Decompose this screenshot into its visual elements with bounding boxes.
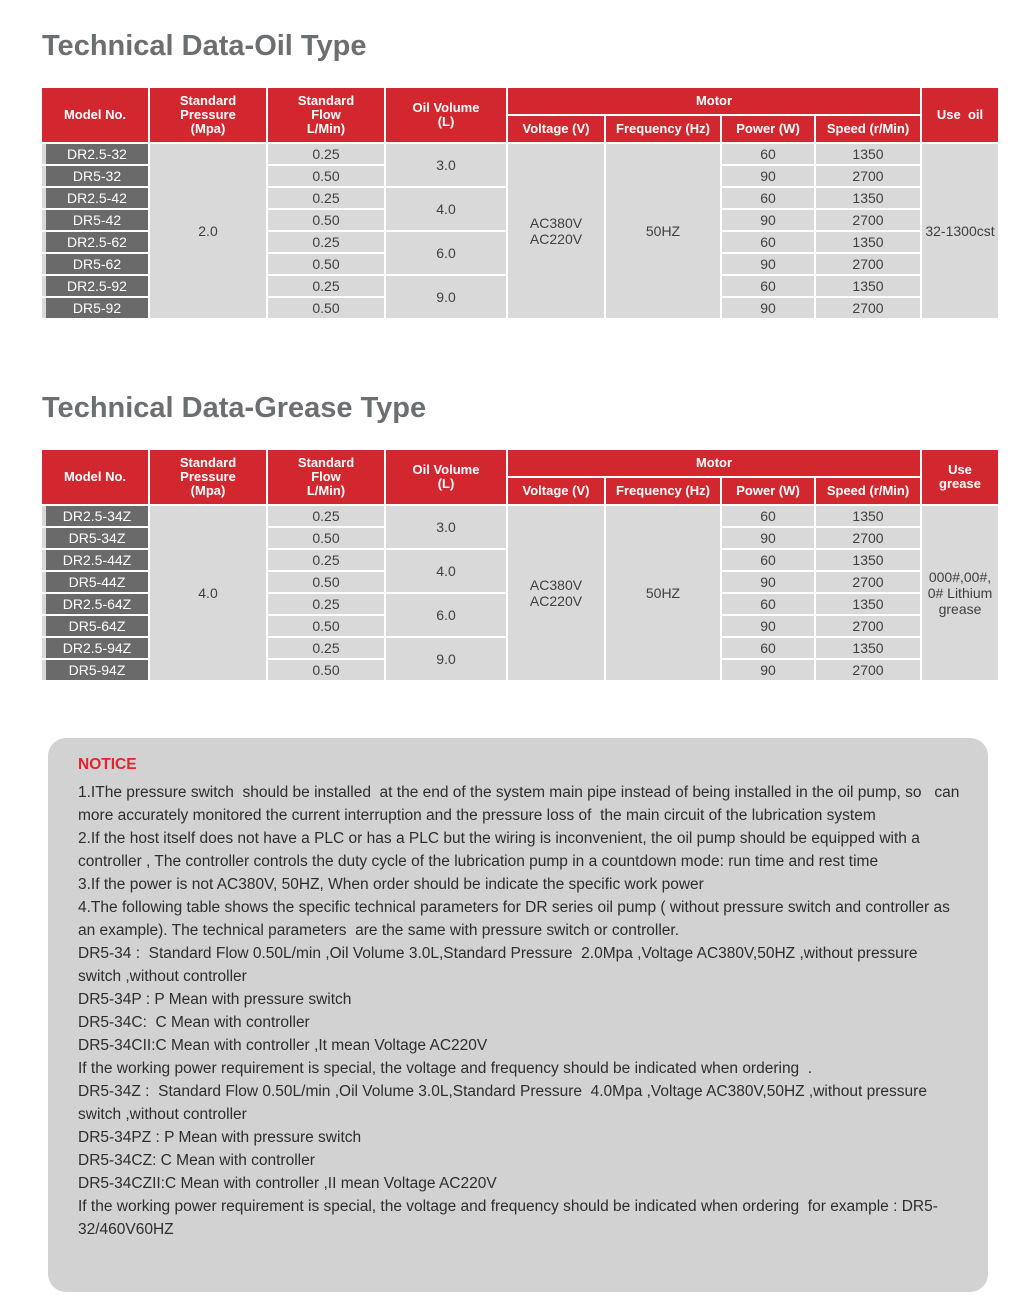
oil-type-title: Technical Data-Oil Type [42,30,367,62]
model-badge: DR5-64Z [46,616,148,636]
oil-type-table [40,86,1000,320]
flow-cell: 0.25 [268,276,384,296]
model-cell [42,166,148,186]
frequency-cell: 50HZ [606,506,720,680]
notice-line: 1.IThe pressure switch should be installed at the end of the system main pipe instead of being installed in the oil pump, so can more accurately monitored the current interruption and the pressure loss of the main circuit of the lubrication system [78,784,969,824]
model-badge: DR5-34Z [46,528,148,548]
speed-cell: 1350 [816,638,920,658]
speed-cell: 1350 [816,550,920,570]
power-cell: 60 [722,144,814,164]
volume-cell: 4.0 [386,188,506,230]
model-cell [42,594,148,614]
model-cell [42,232,148,252]
volume-header: Oil Volume (L) [386,88,506,142]
model-cell [42,298,148,318]
power-cell: 90 [722,210,814,230]
model-badge: DR2.5-32 [46,144,148,164]
notice-line: If the working power requirement is special, the voltage and frequency should be indicated when ordering . [78,1060,813,1077]
speed-cell: 2700 [816,528,920,548]
speed-cell: 2700 [816,616,920,636]
flow-cell: 0.50 [268,210,384,230]
frequency-header: Frequency (Hz) [606,116,720,142]
flow-cell: 0.25 [268,594,384,614]
model-badge: DR5-44Z [46,572,148,592]
model-cell [42,254,148,274]
speed-cell: 1350 [816,594,920,614]
model-cell [42,550,148,570]
notice-line: 4.The following table shows the specific technical parameters for DR series oil pump ( without pressure switch and controller as an example). The technical parameters are the same with pressure switch or controller. [78,899,955,939]
model-badge: DR2.5-62 [46,232,148,252]
speed-cell: 2700 [816,660,920,680]
table-row [42,144,998,164]
model-cell [42,210,148,230]
pressure-header: Standard Pressure (Mpa) [150,450,266,504]
notice-text [78,781,969,1241]
speed-cell: 1350 [816,506,920,526]
pressure-cell: 4.0 [150,506,266,680]
voltage-cell: AC380V AC220V [508,506,604,680]
power-cell: 90 [722,528,814,548]
model-badge: DR5-62 [46,254,148,274]
power-cell: 90 [722,572,814,592]
flow-cell: 0.50 [268,616,384,636]
model-header: Model No. [42,450,148,504]
grease-type-table-container [40,448,1000,682]
frequency-header: Frequency (Hz) [606,478,720,504]
flow-cell: 0.25 [268,188,384,208]
speed-cell: 1350 [816,232,920,252]
flow-cell: 0.50 [268,254,384,274]
volume-cell: 6.0 [386,232,506,274]
notice-line: DR5-34CZ: C Mean with controller [78,1152,315,1169]
power-cell: 60 [722,638,814,658]
volume-cell: 3.0 [386,506,506,548]
pressure-cell: 2.0 [150,144,266,318]
model-cell [42,572,148,592]
speed-cell: 2700 [816,298,920,318]
power-cell: 90 [722,166,814,186]
speed-cell: 2700 [816,254,920,274]
volume-cell: 3.0 [386,144,506,186]
speed-cell: 1350 [816,276,920,296]
flow-cell: 0.25 [268,506,384,526]
power-cell: 60 [722,188,814,208]
power-cell: 90 [722,616,814,636]
flow-cell: 0.25 [268,638,384,658]
notice-line: DR5-34CII:C Mean with controller ,It mean Voltage AC220V [78,1037,488,1054]
motor-header: Motor [508,450,920,476]
model-badge: DR2.5-42 [46,188,148,208]
notice-line: 3.If the power is not AC380V, 50HZ, When order should be indicate the specific work power [78,876,704,893]
model-badge: DR5-32 [46,166,148,186]
power-cell: 60 [722,594,814,614]
model-cell [42,638,148,658]
frequency-cell: 50HZ [606,144,720,318]
notice-line: DR5-34Z : Standard Flow 0.50L/min ,Oil Volume 3.0L,Standard Pressure 4.0Mpa ,Voltage AC380V,50HZ ,without pressure switch ,without controller [78,1083,932,1123]
voltage-header: Voltage (V) [508,478,604,504]
pressure-header: Standard Pressure (Mpa) [150,88,266,142]
notice-line: DR5-34 : Standard Flow 0.50L/min ,Oil Volume 3.0L,Standard Pressure 2.0Mpa ,Voltage AC380V,50HZ ,without pressure switch ,without controller [78,945,922,985]
flow-cell: 0.50 [268,572,384,592]
use-cell: 32-1300cst [922,144,998,318]
use-header: Use grease [922,450,998,504]
speed-header: Speed (r/Min) [816,478,920,504]
power-cell: 60 [722,232,814,252]
oil-type-table-container [40,86,1000,320]
model-badge: DR2.5-34Z [46,506,148,526]
model-cell [42,528,148,548]
notice-line: 2.If the host itself does not have a PLC or has a PLC but the wiring is inconvenient, the oil pump should be equipped with a controller , The controller controls the duty cycle of the lubrication pump in a countdown mode: run time and rest time [78,830,925,870]
model-cell [42,144,148,164]
notice-box [48,738,988,1292]
speed-cell: 1350 [816,188,920,208]
power-header: Power (W) [722,116,814,142]
use-header: Use oil [922,88,998,142]
table-row [42,506,998,526]
model-cell [42,276,148,296]
model-badge: DR2.5-44Z [46,550,148,570]
notice-line: If the working power requirement is special, the voltage and frequency should be indicated when ordering for example : DR5-32/460V60HZ [78,1198,938,1238]
model-cell [42,660,148,680]
notice-heading: NOTICE [78,756,137,773]
flow-cell: 0.25 [268,144,384,164]
flow-cell: 0.25 [268,550,384,570]
notice-line: DR5-34CZII:C Mean with controller ,II mean Voltage AC220V [78,1175,497,1192]
speed-cell: 2700 [816,166,920,186]
voltage-cell: AC380V AC220V [508,144,604,318]
power-cell: 60 [722,506,814,526]
flow-cell: 0.25 [268,232,384,252]
flow-header: Standard Flow L/Min) [268,88,384,142]
notice-line: DR5-34PZ : P Mean with pressure switch [78,1129,362,1146]
use-cell: 000#,00#, 0# Lithium grease [922,506,998,680]
speed-cell: 1350 [816,144,920,164]
speed-cell: 2700 [816,210,920,230]
model-badge: DR2.5-64Z [46,594,148,614]
power-cell: 90 [722,298,814,318]
flow-cell: 0.50 [268,298,384,318]
model-badge: DR2.5-92 [46,276,148,296]
model-header: Model No. [42,88,148,142]
notice-line: DR5-34P : P Mean with pressure switch [78,991,352,1008]
power-cell: 60 [722,550,814,570]
power-cell: 90 [722,660,814,680]
volume-cell: 6.0 [386,594,506,636]
model-badge: DR2.5-94Z [46,638,148,658]
notice-line: DR5-34C: C Mean with controller [78,1014,310,1031]
voltage-header: Voltage (V) [508,116,604,142]
model-badge: DR5-92 [46,298,148,318]
volume-header: Oil Volume (L) [386,450,506,504]
model-cell [42,616,148,636]
power-cell: 90 [722,254,814,274]
flow-cell: 0.50 [268,528,384,548]
volume-cell: 9.0 [386,638,506,680]
model-badge: DR5-42 [46,210,148,230]
volume-cell: 9.0 [386,276,506,318]
grease-type-table [40,448,1000,682]
power-cell: 60 [722,276,814,296]
flow-cell: 0.50 [268,166,384,186]
volume-cell: 4.0 [386,550,506,592]
flow-header: Standard Flow L/Min) [268,450,384,504]
flow-cell: 0.50 [268,660,384,680]
motor-header: Motor [508,88,920,114]
speed-cell: 2700 [816,572,920,592]
power-header: Power (W) [722,478,814,504]
grease-type-title: Technical Data-Grease Type [42,392,427,424]
speed-header: Speed (r/Min) [816,116,920,142]
model-badge: DR5-94Z [46,660,148,680]
model-cell [42,188,148,208]
model-cell [42,506,148,526]
